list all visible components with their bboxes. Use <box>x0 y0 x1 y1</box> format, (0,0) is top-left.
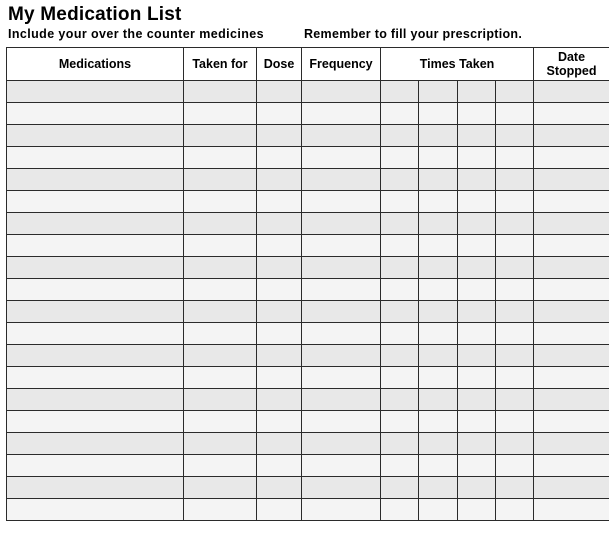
table-cell[interactable] <box>257 389 302 411</box>
table-cell[interactable] <box>457 389 495 411</box>
table-cell[interactable] <box>184 499 257 521</box>
table-cell[interactable] <box>457 103 495 125</box>
table-cell[interactable] <box>534 455 609 477</box>
table-cell[interactable] <box>457 235 495 257</box>
table-cell[interactable] <box>184 279 257 301</box>
column-header-dose: Dose <box>257 48 302 81</box>
table-cell[interactable] <box>381 147 419 169</box>
table-cell[interactable] <box>7 125 184 147</box>
table-cell[interactable] <box>302 301 381 323</box>
table-cell[interactable] <box>257 499 302 521</box>
table-cell[interactable] <box>495 147 533 169</box>
table-cell[interactable] <box>302 279 381 301</box>
table-cell[interactable] <box>257 103 302 125</box>
table-cell[interactable] <box>302 191 381 213</box>
table-cell[interactable] <box>7 499 184 521</box>
table-cell[interactable] <box>302 367 381 389</box>
table-cell[interactable] <box>302 169 381 191</box>
table-cell[interactable] <box>381 433 419 455</box>
table-cell[interactable] <box>184 169 257 191</box>
table-cell[interactable] <box>534 235 609 257</box>
table-cell[interactable] <box>381 345 419 367</box>
header-row <box>7 48 609 81</box>
table-cell[interactable] <box>457 477 495 499</box>
table-cell[interactable] <box>257 147 302 169</box>
table-cell[interactable] <box>457 345 495 367</box>
table-cell[interactable] <box>534 433 609 455</box>
table-cell[interactable] <box>495 191 533 213</box>
table-row <box>7 147 609 169</box>
table-cell[interactable] <box>184 81 257 103</box>
table-cell[interactable] <box>302 433 381 455</box>
table-cell[interactable] <box>419 147 457 169</box>
table-cell[interactable] <box>495 257 533 279</box>
table-cell[interactable] <box>7 389 184 411</box>
table-cell[interactable] <box>7 411 184 433</box>
table-cell[interactable] <box>457 191 495 213</box>
table-cell[interactable] <box>534 301 609 323</box>
table-cell[interactable] <box>381 455 419 477</box>
table-row <box>7 477 609 499</box>
table-cell[interactable] <box>381 323 419 345</box>
table-cell[interactable] <box>419 301 457 323</box>
table-cell[interactable] <box>419 367 457 389</box>
table-cell[interactable] <box>257 257 302 279</box>
table-cell[interactable] <box>381 301 419 323</box>
table-cell[interactable] <box>184 455 257 477</box>
table-cell[interactable] <box>7 169 184 191</box>
table-cell[interactable] <box>534 169 609 191</box>
table-cell[interactable] <box>419 81 457 103</box>
table-cell[interactable] <box>495 455 533 477</box>
table-cell[interactable] <box>302 345 381 367</box>
table-row <box>7 433 609 455</box>
table-row <box>7 257 609 279</box>
table-cell[interactable] <box>534 103 609 125</box>
table-cell[interactable] <box>257 235 302 257</box>
table-cell[interactable] <box>495 389 533 411</box>
table-cell[interactable] <box>7 301 184 323</box>
subtitle-left: Include your over the counter medicines <box>8 27 264 41</box>
table-cell[interactable] <box>257 323 302 345</box>
table-cell[interactable] <box>457 257 495 279</box>
table-cell[interactable] <box>184 433 257 455</box>
table-cell[interactable] <box>381 191 419 213</box>
subtitle-row <box>8 27 603 41</box>
table-cell[interactable] <box>184 477 257 499</box>
table-cell[interactable] <box>257 433 302 455</box>
table-cell[interactable] <box>381 213 419 235</box>
table-cell[interactable] <box>257 213 302 235</box>
table-cell[interactable] <box>381 367 419 389</box>
table-cell[interactable] <box>419 433 457 455</box>
table-row <box>7 301 609 323</box>
table-cell[interactable] <box>534 345 609 367</box>
table-cell[interactable] <box>184 191 257 213</box>
table-cell[interactable] <box>7 81 184 103</box>
table-cell[interactable] <box>7 279 184 301</box>
table-cell[interactable] <box>381 103 419 125</box>
table-cell[interactable] <box>7 147 184 169</box>
column-header-taken-for: Taken for <box>184 48 257 81</box>
table-cell[interactable] <box>257 191 302 213</box>
table-cell[interactable] <box>419 191 457 213</box>
table-row <box>7 345 609 367</box>
table-cell[interactable] <box>534 257 609 279</box>
table-cell[interactable] <box>7 213 184 235</box>
table-row <box>7 125 609 147</box>
table-cell[interactable] <box>534 477 609 499</box>
table-cell[interactable] <box>184 367 257 389</box>
column-header-date-stopped <box>534 48 609 81</box>
table-cell[interactable] <box>534 213 609 235</box>
table-cell[interactable] <box>534 499 609 521</box>
table-cell[interactable] <box>257 81 302 103</box>
table-cell[interactable] <box>495 345 533 367</box>
table-cell[interactable] <box>302 103 381 125</box>
table-header <box>7 48 609 81</box>
table-cell[interactable] <box>7 477 184 499</box>
table-cell[interactable] <box>495 323 533 345</box>
table-cell[interactable] <box>302 455 381 477</box>
table-body <box>7 81 609 521</box>
table-cell[interactable] <box>184 301 257 323</box>
table-cell[interactable] <box>457 125 495 147</box>
table-cell[interactable] <box>7 257 184 279</box>
table-cell[interactable] <box>457 455 495 477</box>
table-row <box>7 81 609 103</box>
table-cell[interactable] <box>302 147 381 169</box>
table-cell[interactable] <box>495 235 533 257</box>
table-cell[interactable] <box>381 257 419 279</box>
table-cell[interactable] <box>495 81 533 103</box>
table-cell[interactable] <box>184 147 257 169</box>
page-title: My Medication List <box>8 4 182 25</box>
table-cell[interactable] <box>534 411 609 433</box>
table-cell[interactable] <box>7 103 184 125</box>
table-cell[interactable] <box>495 103 533 125</box>
table-cell[interactable] <box>419 213 457 235</box>
table-row <box>7 279 609 301</box>
table-cell[interactable] <box>495 477 533 499</box>
table-row <box>7 323 609 345</box>
table-cell[interactable] <box>257 367 302 389</box>
table-cell[interactable] <box>184 411 257 433</box>
table-row <box>7 389 609 411</box>
table-cell[interactable] <box>7 433 184 455</box>
column-header-frequency: Frequency <box>302 48 381 81</box>
table-cell[interactable] <box>381 477 419 499</box>
table-cell[interactable] <box>534 191 609 213</box>
table-cell[interactable] <box>381 81 419 103</box>
table-cell[interactable] <box>534 323 609 345</box>
table-cell[interactable] <box>184 323 257 345</box>
table-cell[interactable] <box>257 169 302 191</box>
table-cell[interactable] <box>457 411 495 433</box>
table-cell[interactable] <box>381 411 419 433</box>
table-row <box>7 411 609 433</box>
table-cell[interactable] <box>7 345 184 367</box>
table-cell[interactable] <box>257 279 302 301</box>
table-cell[interactable] <box>495 125 533 147</box>
table-cell[interactable] <box>7 455 184 477</box>
subtitle-right: Remember to fill your prescription. <box>303 27 523 41</box>
table-cell[interactable] <box>419 499 457 521</box>
table-cell[interactable] <box>419 279 457 301</box>
table-cell[interactable] <box>457 499 495 521</box>
date-stopped-line-1: Date <box>557 50 586 64</box>
table-cell[interactable] <box>302 389 381 411</box>
table-cell[interactable] <box>457 279 495 301</box>
table-cell[interactable] <box>419 323 457 345</box>
table-cell[interactable] <box>184 235 257 257</box>
table-cell[interactable] <box>302 499 381 521</box>
table-cell[interactable] <box>381 235 419 257</box>
table-cell[interactable] <box>184 389 257 411</box>
table-cell[interactable] <box>495 301 533 323</box>
table-cell[interactable] <box>457 301 495 323</box>
column-header-times-taken: Times Taken <box>381 48 534 81</box>
column-header-medications: Medications <box>7 48 184 81</box>
table-cell[interactable] <box>534 389 609 411</box>
table-cell[interactable] <box>495 279 533 301</box>
table-cell[interactable] <box>495 499 533 521</box>
table-cell[interactable] <box>534 147 609 169</box>
table-cell[interactable] <box>302 323 381 345</box>
table-cell[interactable] <box>419 257 457 279</box>
table-cell[interactable] <box>184 257 257 279</box>
table-cell[interactable] <box>302 81 381 103</box>
table-cell[interactable] <box>457 367 495 389</box>
table-cell[interactable] <box>495 367 533 389</box>
table-cell[interactable] <box>302 235 381 257</box>
table-cell[interactable] <box>381 499 419 521</box>
table-cell[interactable] <box>302 213 381 235</box>
table-row <box>7 103 609 125</box>
table-cell[interactable] <box>257 455 302 477</box>
table-cell[interactable] <box>257 125 302 147</box>
table-row <box>7 367 609 389</box>
table-cell[interactable] <box>457 213 495 235</box>
table-row <box>7 213 609 235</box>
table-cell[interactable] <box>184 103 257 125</box>
table-cell[interactable] <box>534 125 609 147</box>
table-cell[interactable] <box>302 477 381 499</box>
table-row <box>7 235 609 257</box>
table-cell[interactable] <box>495 169 533 191</box>
table-cell[interactable] <box>7 367 184 389</box>
table-cell[interactable] <box>419 235 457 257</box>
table-cell[interactable] <box>457 147 495 169</box>
table-cell[interactable] <box>381 125 419 147</box>
table-cell[interactable] <box>419 477 457 499</box>
table-cell[interactable] <box>7 235 184 257</box>
table-cell[interactable] <box>7 323 184 345</box>
table-cell[interactable] <box>257 345 302 367</box>
table-cell[interactable] <box>534 279 609 301</box>
table-row <box>7 455 609 477</box>
table-cell[interactable] <box>419 169 457 191</box>
table-cell[interactable] <box>381 169 419 191</box>
table-cell[interactable] <box>257 411 302 433</box>
table-row <box>7 499 609 521</box>
table-cell[interactable] <box>419 411 457 433</box>
table-cell[interactable] <box>419 389 457 411</box>
table-row <box>7 169 609 191</box>
table-cell[interactable] <box>457 169 495 191</box>
medication-table <box>6 47 609 521</box>
table-cell[interactable] <box>302 125 381 147</box>
table-cell[interactable] <box>534 367 609 389</box>
table-cell[interactable] <box>419 345 457 367</box>
table-cell[interactable] <box>419 455 457 477</box>
table-cell[interactable] <box>302 411 381 433</box>
table-cell[interactable] <box>457 433 495 455</box>
table-cell[interactable] <box>457 81 495 103</box>
table-cell[interactable] <box>419 125 457 147</box>
table-cell[interactable] <box>419 103 457 125</box>
table-cell[interactable] <box>302 257 381 279</box>
table-cell[interactable] <box>184 213 257 235</box>
table-cell[interactable] <box>495 411 533 433</box>
table-cell[interactable] <box>257 301 302 323</box>
table-cell[interactable] <box>7 191 184 213</box>
table-cell[interactable] <box>381 279 419 301</box>
table-cell[interactable] <box>495 433 533 455</box>
table-cell[interactable] <box>184 345 257 367</box>
table-cell[interactable] <box>495 213 533 235</box>
table-cell[interactable] <box>184 125 257 147</box>
table-row <box>7 191 609 213</box>
table-cell[interactable] <box>257 477 302 499</box>
table-cell[interactable] <box>381 389 419 411</box>
date-stopped-line-2: Stopped <box>546 64 597 78</box>
table-cell[interactable] <box>534 81 609 103</box>
table-cell[interactable] <box>457 323 495 345</box>
